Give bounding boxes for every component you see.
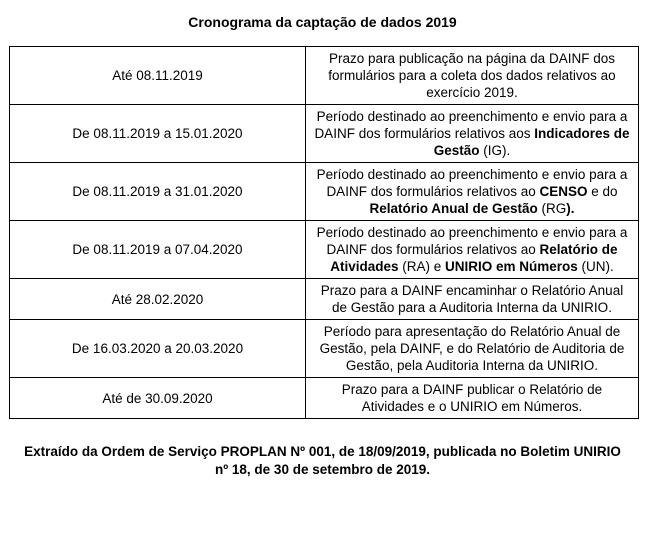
description-cell: Período destinado ao preenchimento e envio para a DAINF dos formulários relativos ao Relatório de Atividades (RA) e UNIRIO em Números (UN). [306,221,639,279]
page-title: Cronograma da captação de dados 2019 [188,14,457,30]
table-row [10,378,639,419]
table-row [10,221,639,279]
period-cell: De 08.11.2019 a 15.01.2020 [10,105,306,163]
table-row [10,163,639,221]
period-cell: De 08.11.2019 a 31.01.2020 [10,163,306,221]
description-cell: Período destinado ao preenchimento e envio para a DAINF dos formulários relativos ao CENSO e do Relatório Anual de Gestão (RG). [306,163,639,221]
description-cell: Prazo para a DAINF publicar o Relatório de Atividades e o UNIRIO em Números. [306,378,639,419]
period-cell: De 16.03.2020 a 20.03.2020 [10,320,306,378]
table-row [10,320,639,378]
period-cell: Até de 30.09.2020 [10,378,306,419]
table-row [10,279,639,320]
period-cell: Até 08.11.2019 [10,47,306,105]
description-cell: Prazo para publicação na página da DAINF dos formulários para a coleta dos dados relativos ao exercício 2019. [306,47,639,105]
footer-note: Extraído da Ordem de Serviço PROPLAN Nº 001, de 18/09/2019, publicada no Boletim UNIRIO nº 18, de 30 de setembro de 2019. [24,444,621,477]
description-cell: Período destinado ao preenchimento e envio para a DAINF dos formulários relativos aos Indicadores de Gestão (IG). [306,105,639,163]
period-cell: De 08.11.2019 a 07.04.2020 [10,221,306,279]
schedule-table [9,46,639,419]
table-row [10,47,639,105]
description-cell: Período para apresentação do Relatório Anual de Gestão, pela DAINF, e do Relatório de Auditoria de Gestão, pela Auditoria Interna da UNIRIO. [306,320,639,378]
description-cell: Prazo para a DAINF encaminhar o Relatório Anual de Gestão para a Auditoria Interna da UNIRIO. [306,279,639,320]
table-row [10,105,639,163]
period-cell: Até 28.02.2020 [10,279,306,320]
